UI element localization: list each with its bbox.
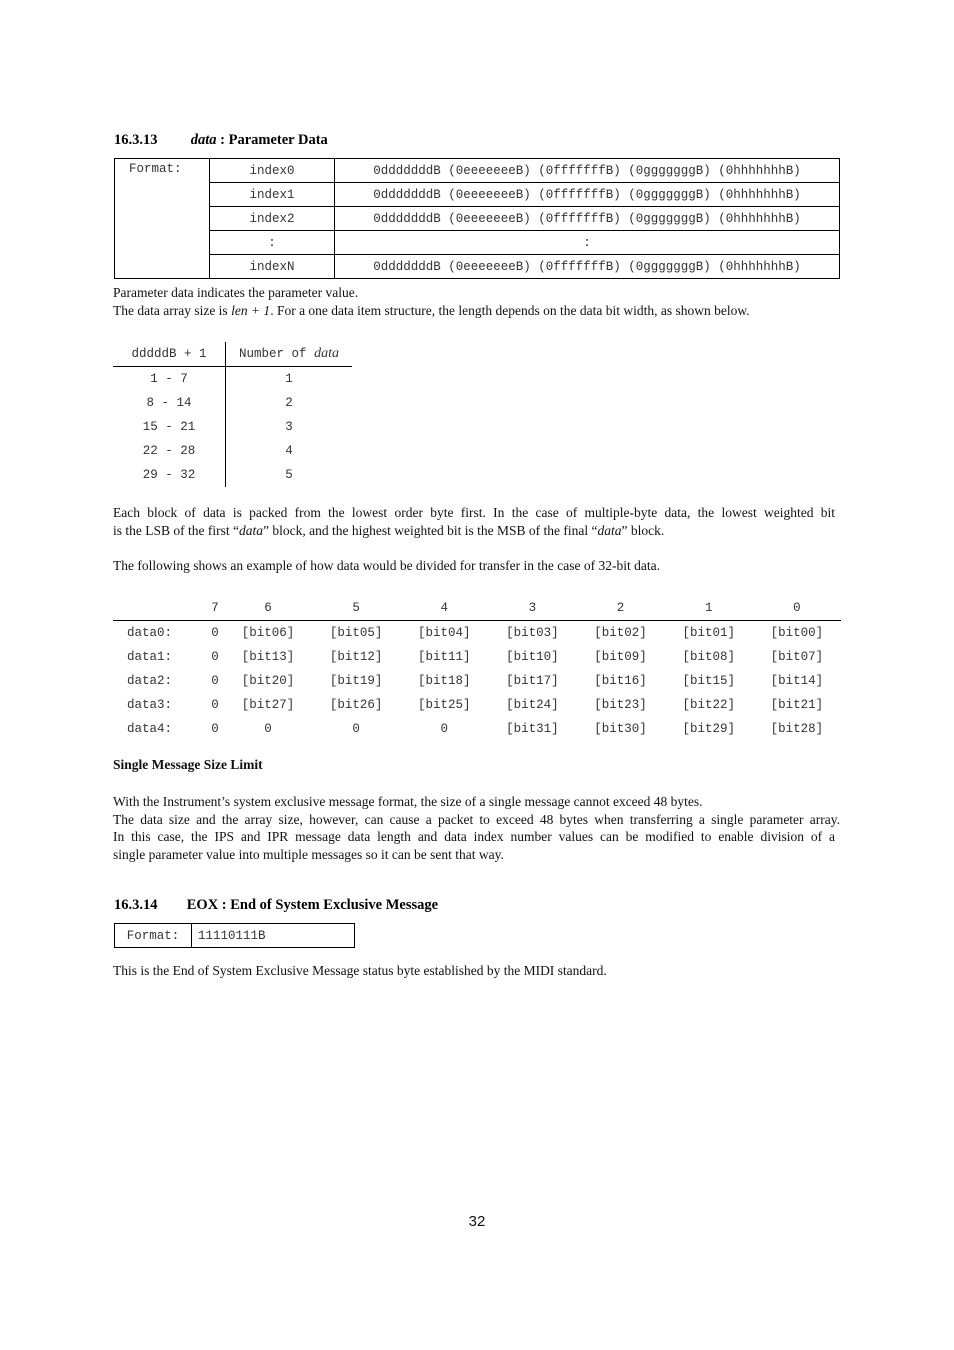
table-cell: [bit26] — [329, 698, 383, 712]
paragraph-line: In this case, the IPS and IPR message data length and data index number values can be modified to enable division of a — [113, 829, 835, 844]
text-run: is the LSB of the first “ — [113, 522, 239, 538]
column-header — [113, 596, 206, 621]
format-label: Format: — [115, 159, 210, 279]
table-row — [113, 391, 352, 415]
value-cell: 0dddddddB (0eeeeeeeB) (0fffffffB) (0gggggggB) (0hhhhhhhB) — [335, 159, 840, 183]
text-run: Number of — [239, 347, 315, 361]
table-row — [115, 207, 840, 231]
table-cell: [bit30] — [594, 722, 647, 736]
column-header: 3 — [488, 596, 576, 621]
table-cell: [bit05] — [329, 626, 383, 640]
paragraph-line: Each block of data is packed from the lowest order byte first. In the case of multiple-byte data, the lowest weighted bit — [113, 505, 835, 520]
table-cell: 0 — [211, 674, 219, 688]
table-cell: 1 — [285, 372, 293, 386]
table-cell: [bit01] — [682, 626, 735, 640]
text-run-italic: data — [597, 522, 622, 538]
format-label: Format: — [115, 924, 192, 947]
column-header — [226, 342, 353, 367]
table-cell: [bit27] — [241, 698, 295, 712]
table-cell: [bit12] — [329, 650, 383, 664]
table-cell: [bit23] — [594, 698, 647, 712]
table-cell: 3 — [285, 420, 293, 434]
table-cell: [bit19] — [329, 674, 383, 688]
table-row — [113, 439, 352, 463]
paragraph-packing — [113, 504, 835, 539]
table-cell: data0: — [127, 626, 173, 640]
table-cell: [bit22] — [682, 698, 735, 712]
paragraph-line: Parameter data indicates the parameter value. — [113, 285, 359, 300]
text-run-italic: len + 1 — [231, 302, 271, 318]
paragraph-example: The following shows an example of how data would be divided for transfer in the case of 32-bit data. — [113, 558, 660, 573]
table-row — [113, 621, 841, 646]
table-cell: [bit29] — [682, 722, 735, 736]
format-table — [114, 158, 840, 279]
table-cell: [bit11] — [418, 650, 471, 664]
paragraph-eox: This is the End of System Exclusive Message status byte established by the MIDI standard. — [113, 963, 607, 978]
table-cell: [bit07] — [770, 650, 824, 664]
table-cell: [bit14] — [770, 674, 824, 688]
table-row — [113, 367, 352, 392]
table-cell: [bit24] — [506, 698, 559, 712]
table-row — [113, 717, 841, 741]
table-row — [115, 183, 840, 207]
paragraph-size-limit — [113, 793, 840, 863]
column-header: 5 — [312, 596, 400, 621]
paragraph-line — [113, 522, 835, 540]
table-row — [113, 645, 841, 669]
table-cell: 29 - 32 — [113, 463, 226, 487]
table-row — [113, 463, 352, 487]
table-cell: 5 — [285, 468, 293, 482]
paragraph-parameter-data — [113, 284, 837, 319]
text-run: . For a one data item structure, the length depends on the data bit width, as shown below. — [270, 302, 750, 318]
table-cell: 15 - 21 — [113, 415, 226, 439]
value-cell: 0dddddddB (0eeeeeeeB) (0fffffffB) (0gggggggB) (0hhhhhhhB) — [335, 183, 840, 207]
table-cell: data4: — [127, 722, 173, 736]
column-header: 6 — [224, 596, 312, 621]
table-cell: data1: — [127, 650, 173, 664]
bit-division-table — [113, 596, 841, 741]
section-title: EOX : End of System Exclusive Message — [186, 897, 439, 913]
section-number: 16.3.13 — [114, 132, 158, 148]
column-header: dddddB + 1 — [113, 342, 226, 367]
table-cell: 22 - 28 — [113, 439, 226, 463]
section-number: 16.3.14 — [114, 897, 158, 913]
column-header: 2 — [576, 596, 664, 621]
table-cell: 0 — [352, 722, 360, 736]
table-cell: 8 - 14 — [113, 391, 226, 415]
text-run: ” block. — [621, 522, 665, 538]
table-cell: 0 — [211, 722, 219, 736]
section-heading-16-3-14 — [114, 897, 438, 914]
value-cell: 0dddddddB (0eeeeeeeB) (0fffffffB) (0gggggggB) (0hhhhhhhB) — [335, 207, 840, 231]
table-cell: [bit03] — [506, 626, 559, 640]
page-number: 32 — [468, 1213, 486, 1230]
table-row — [115, 255, 840, 279]
column-header: 1 — [665, 596, 753, 621]
table-cell: [bit06] — [241, 626, 295, 640]
table-row — [113, 693, 841, 717]
section-title-italic: data — [190, 132, 217, 148]
table-row — [115, 159, 840, 183]
table-cell: [bit25] — [418, 698, 471, 712]
subheading-size-limit: Single Message Size Limit — [113, 757, 263, 772]
table-cell: 2 — [285, 396, 293, 410]
table-cell: 0 — [211, 698, 219, 712]
paragraph-line: The data size and the array size, however, can cause a packet to exceed 48 bytes when transferring a single parameter array. — [113, 811, 840, 827]
table-cell: [bit00] — [770, 626, 824, 640]
table-cell: [bit17] — [506, 674, 559, 688]
index-cell: indexN — [210, 255, 335, 279]
paragraph-line — [113, 302, 837, 320]
table-cell: 4 — [285, 444, 293, 458]
table-cell: [bit31] — [506, 722, 559, 736]
table-cell: data2: — [127, 674, 173, 688]
table-cell: 0 — [211, 650, 219, 664]
table-row — [113, 669, 841, 693]
table-cell: [bit08] — [682, 650, 735, 664]
table-cell: 0 — [440, 722, 449, 736]
table-cell: [bit09] — [594, 650, 647, 664]
value-cell: : — [335, 231, 840, 255]
table-cell: [bit02] — [594, 626, 647, 640]
table-row — [113, 415, 352, 439]
paragraph-line: single parameter value into multiple messages so it can be sent that way. — [113, 846, 504, 862]
column-header: 7 — [206, 596, 224, 621]
table-cell: data3: — [127, 698, 173, 712]
table-cell: [bit28] — [770, 722, 824, 736]
table-cell: [bit04] — [418, 626, 471, 640]
text-run-italic: data — [238, 522, 263, 538]
section-title: : Parameter Data — [220, 132, 328, 148]
index-cell: index0 — [210, 159, 335, 183]
table-row — [115, 231, 840, 255]
text-run: ” block, and the highest weighted bit is the MSB of the final “ — [263, 522, 598, 538]
text-run: The data array size is — [113, 302, 232, 318]
section-heading-16-3-13 — [114, 132, 328, 149]
table-cell: 0 — [211, 626, 219, 640]
table-header-row — [113, 596, 841, 621]
table-cell: [bit13] — [241, 650, 295, 664]
column-header: 0 — [753, 596, 841, 621]
column-header: 4 — [400, 596, 488, 621]
index-cell: : — [210, 231, 335, 255]
value-cell: 0dddddddB (0eeeeeeeB) (0fffffffB) (0gggggggB) (0hhhhhhhB) — [335, 255, 840, 279]
text-run-italic: data — [314, 346, 339, 361]
eox-format-box — [114, 923, 355, 948]
table-cell: [bit10] — [506, 650, 559, 664]
paragraph-line: With the Instrument’s system exclusive message format, the size of a single message cannot exceed 48 bytes. — [113, 794, 703, 809]
table-cell: [bit15] — [682, 674, 735, 688]
table-cell: 1 - 7 — [113, 367, 226, 392]
table-header-row — [113, 342, 352, 367]
table-cell: [bit16] — [594, 674, 647, 688]
data-size-table — [113, 342, 352, 487]
table-cell: [bit20] — [241, 674, 295, 688]
index-cell: index2 — [210, 207, 335, 231]
table-cell: 0 — [264, 722, 272, 736]
table-cell: [bit21] — [770, 698, 824, 712]
format-value: 11110111B — [198, 928, 266, 943]
table-cell: [bit18] — [418, 674, 471, 688]
index-cell: index1 — [210, 183, 335, 207]
